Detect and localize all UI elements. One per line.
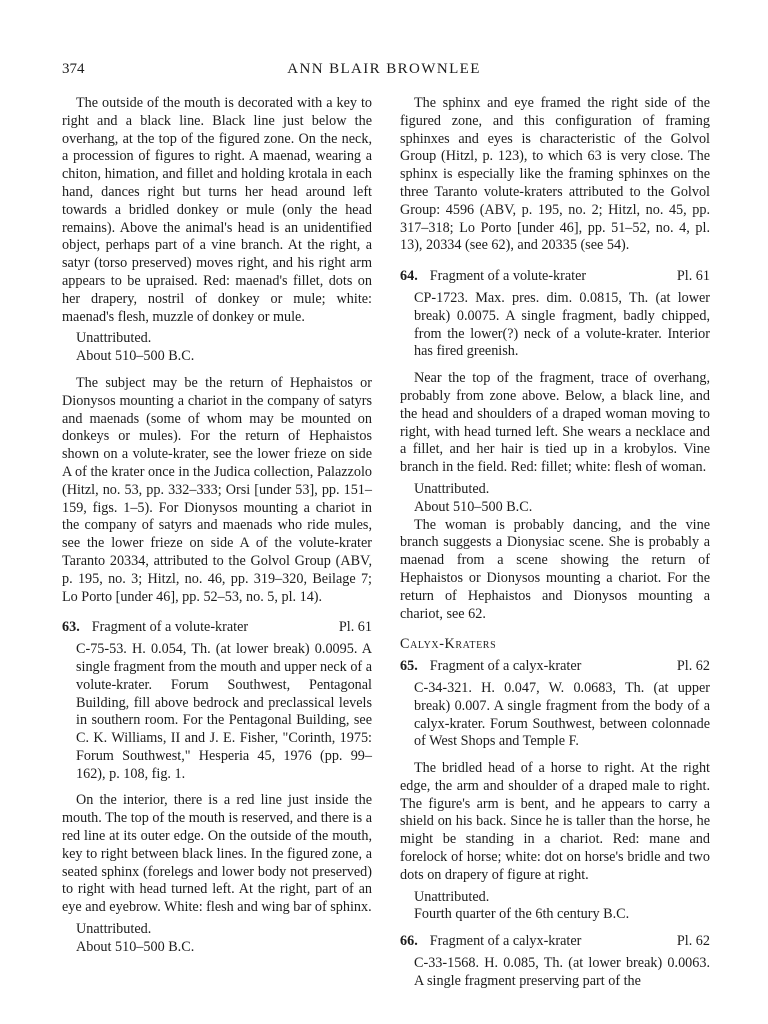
catalogue-heading-66: [400, 933, 710, 951]
paragraph-65-description: The bridled head of a horse to right. At the right edge, the arm and shoulder of a draped male to right. The figure's arm is bent, and he appears to carry a shield on his back. Since he is taller than the horse, he might be standing in a chariot. Red: mane and forelock of horse; white: dot on horse's bridle and two dots on drapery of figure at right.: [400, 760, 710, 883]
paragraph-64-description: Near the top of the fragment, trace of overhang, probably from zone above. Below, a black line, and the head and shoulders of a draped woman moving to right, with head turned left. She wears a necklace and a fillet, and her hair is tied up in a krobylos. Vine branch in the field. Red: fillet; white: flesh of woman.: [400, 370, 710, 476]
entry-number: 66.: [400, 933, 418, 950]
catalogue-heading-65: [400, 658, 710, 676]
entry-title: Fragment of a volute-krater: [91, 619, 249, 636]
date: About 510–500 B.C.: [76, 348, 195, 365]
catalogue-details-63: C-75-53. H. 0.054, Th. (at lower break) 0.0095. A single fragment from the mouth and upper neck of a volute-krater. Forum Southwest, Pentagonal Building, fill above bedrock and preclassical levels in southern room. For the Pentagonal Building, see C. K. Williams, II and J. E. Fisher, "Corinth, 1975: Forum Southwest," Hesperia 45, 1976 (pp. 99–162), p. 108, fig. 1.: [76, 641, 372, 782]
attribution: Unattributed.: [76, 921, 152, 938]
page-number: 374: [62, 61, 85, 77]
entry-title: Fragment of a volute-krater: [429, 268, 587, 285]
catalogue-heading-64: [400, 268, 710, 286]
date: About 510–500 B.C.: [76, 938, 195, 955]
paragraph-64-discussion: The woman is probably dancing, and the vine branch suggests a Dionysiac scene. She is probably a maenad from a scene showing the return of Hephaistos or Dionysos mounting a chariot. For the return of Hephaistos and Dionysos mounting a chariot, see 62.: [400, 516, 710, 622]
entry-number: 63.: [62, 619, 80, 636]
date: About 510–500 B.C.: [414, 498, 533, 515]
catalogue-details-66: C-33-1568. H. 0.085, Th. (at lower break) 0.0063. A single fragment preserving part of the: [414, 955, 710, 989]
entry-title: Fragment of a calyx-krater: [429, 933, 582, 950]
paragraph-63-description: On the interior, there is a red line just inside the mouth. The top of the mouth is reserved, and there is a red line at its outer edge. On the outside of the mouth, key to right between black lines. In the figured zone, a seated sphinx (forelegs and lower body not preserved) to right with head turned left. At the right, part of an eye and eyebrow. White: flesh and wing bar of sphinx.: [62, 792, 372, 916]
attribution: Unattributed.: [76, 330, 152, 347]
section-heading: Calyx-Kraters: [400, 636, 497, 653]
plate-ref: Pl. 62: [676, 658, 710, 675]
running-head: ANN BLAIR BROWNLEE: [287, 61, 481, 77]
paragraph-62-description: The outside of the mouth is decorated with a key to right and a black line. Black line just below the overhang, at the top of the figured zone. On the neck, a procession of figures to right. A maenad, wearing a chiton, himation, and fillet and holding krotala in each hand, dances right but turns her head around left towards a bridled donkey or mule (only the head remains). Above the animal's head is an unidentified object, perhaps part of a vine branch. At the right, a satyr (torso preserved) moves right, and his right arm appears to be upraised. Red: maenad's fillet, dots on her drapery, nostril of donkey or mule; white: maenad's flesh, muzzle of donkey or mule.: [62, 95, 372, 325]
plate-ref: Pl. 61: [338, 619, 372, 636]
date: Fourth quarter of the 6th century B.C.: [414, 906, 630, 923]
entry-title: Fragment of a calyx-krater: [429, 658, 582, 675]
paragraph-discussion: The subject may be the return of Hephaistos or Dionysos mounting a chariot in the company of satyrs and maenads (some of whom may be mounted on donkeys or mules). For the return of Hephaistos shown on a volute-krater, see the lower frieze on side A of the krater once in the Judica collection, Palazzolo (Hitzl, no. 53, pp. 332–333; Orsi [under 53], pp. 151–159, figs. 1–5). For Dionysos mounting a chariot in the company of satyrs and maenads who ride mules, see the lower frieze on side A of the volute-krater Taranto 20334, attributed to the Golvol Group (ABV, p. 195, no. 3; Hitzl, no. 46, pp. 319–320, Beilage 7; Lo Porto [under 46], pp. 52–53, no. 5, pl. 14).: [62, 374, 372, 605]
catalogue-details-64: CP-1723. Max. pres. dim. 0.0815, Th. (at lower break) 0.0075. A single fragment, badly chipped, from the lower(?) neck of a volute-krater. Interior has fired greenish.: [414, 289, 710, 360]
attribution: Unattributed.: [414, 888, 490, 905]
entry-number: 64.: [400, 268, 418, 285]
entry-number: 65.: [400, 658, 418, 675]
attribution: Unattributed.: [414, 480, 490, 497]
plate-ref: Pl. 62: [676, 933, 710, 950]
paragraph-63-discussion: The sphinx and eye framed the right side of the figured zone, and this configuration of framing sphinxes and eyes is characteristic of the Golvol Group (Hitzl, p. 123), to which 63 is very close. The sphinx is especially like the framing sphinxes on the three Taranto volute-kraters attributed to the Golvol Group: 4596 (ABV, p. 195, no. 2; Hitzl, no. 45, pp. 317–318; Lo Porto [under 46], pp. 51–52, no. 4, pl. 13), 20334 (see 62), and 20335 (see 54).: [400, 95, 710, 254]
catalogue-heading-63: [62, 619, 372, 637]
right-column: [400, 95, 710, 1000]
left-column: [62, 95, 372, 957]
catalogue-details-65: C-34-321. H. 0.047, W. 0.0683, Th. (at upper break) 0.007. A single fragment from the body of a calyx-krater. Forum Southwest, between colonnade of West Shops and Temple F.: [414, 679, 710, 750]
plate-ref: Pl. 61: [676, 268, 710, 285]
